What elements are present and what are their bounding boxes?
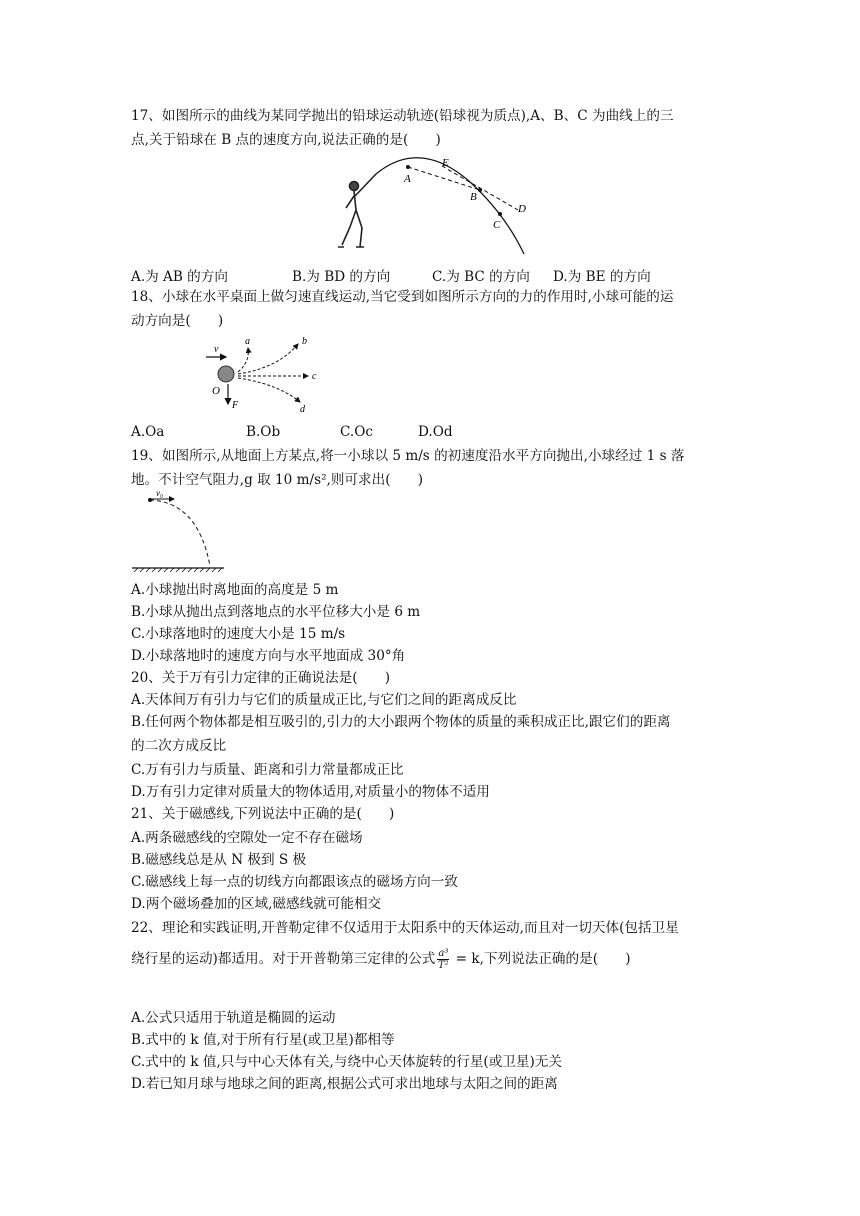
q22-stem-line2 [131, 948, 631, 971]
label-a: a [245, 336, 250, 347]
label-v: v [214, 344, 219, 355]
q19-option-b[interactable]: B.小球从抛出点到落地点的水平位移大小是 6 m [131, 604, 421, 620]
q21-option-d[interactable]: D.两个磁场叠加的区域,磁感线就可能相交 [131, 896, 382, 912]
label-F: F [232, 400, 239, 411]
q17-option-d[interactable]: D.为 BE 的方向 [553, 269, 651, 285]
q22-stem-line1: 22、理论和实践证明,开普勒定律不仅适用于太阳系中的天体运动,而且对一切天体(包括卫星 [131, 920, 679, 936]
q17-option-b[interactable]: B.为 BD 的方向 [292, 269, 391, 285]
fraction-numerator: a³ [438, 948, 449, 959]
q17-stem-line1: 17、如图所示的曲线为某同学抛出的铅球运动轨迹(铅球视为质点),A、B、C 为曲线上的三 [131, 108, 674, 124]
q21-option-b[interactable]: B.磁感线总是从 N 极到 S 极 [131, 852, 307, 868]
path-d [238, 378, 300, 402]
q22-option-d[interactable]: D.若已知月球与地球之间的距离,根据公式可求出地球与太阳之间的距离 [131, 1076, 558, 1092]
fraction-denominator: T² [438, 960, 449, 971]
q18-force-figure [198, 332, 328, 414]
q18-stem-line2: 动方向是( ) [131, 313, 224, 329]
q22-option-b[interactable]: B.式中的 k 值,对于所有行星(或卫星)都相等 [131, 1032, 395, 1048]
label-c: c [312, 371, 317, 382]
label-d: d [300, 404, 305, 414]
label-O: O [212, 385, 220, 397]
projectile-path [150, 500, 210, 566]
q20-option-c[interactable]: C.万有引力与质量、距离和引力常量都成正比 [131, 762, 404, 778]
q20-option-a[interactable]: A.天体间万有引力与它们的质量成正比,与它们之间的距离成反比 [131, 692, 517, 708]
ball [218, 366, 234, 382]
q22-option-a[interactable]: A.公式只适用于轨道是椭圆的运动 [131, 1010, 336, 1026]
q17-stem-line2: 点,关于铅球在 B 点的速度方向,说法正确的是( ) [131, 132, 441, 148]
kepler-fraction [437, 948, 449, 971]
q17-shot-put-figure [320, 152, 540, 260]
q19-option-c[interactable]: C.小球落地时的速度大小是 15 m/s [131, 626, 346, 642]
q19-option-d[interactable]: D.小球落地时的速度方向与水平地面成 30°角 [131, 648, 406, 664]
q22-stem-pre: 绕行星的运动)都适用。对于开普勒第三定律的公式 [131, 951, 436, 967]
q20-option-b[interactable]: B.任何两个物体都是相互吸引的,引力的大小跟两个物体的质量的乘积成正比,跟它们的距离 [131, 714, 671, 730]
q19-stem-line1: 19、如图所示,从地面上方某点,将一小球以 5 m/s 的初速度沿水平方向抛出,小球经过 1 s 落 [131, 448, 685, 464]
q17-option-a[interactable]: A.为 AB 的方向 [131, 269, 228, 285]
q18-option-a[interactable]: A.Oa [131, 424, 165, 440]
q18-option-b[interactable]: B.Ob [246, 424, 281, 440]
q21-option-a[interactable]: A.两条磁感线的空隙处一定不存在磁场 [131, 830, 363, 846]
path-a [238, 348, 248, 372]
q22-stem-post: = k,下列说法正确的是( ) [451, 951, 631, 967]
label-v0: v₀ [156, 488, 164, 498]
q21-stem: 21、关于磁感线,下列说法中正确的是( ) [131, 806, 395, 822]
label-E: E [442, 157, 449, 169]
q19-projectile-figure [128, 488, 228, 574]
q18-stem-line1: 18、小球在水平桌面上做匀速直线运动,当它受到如图所示方向的力的作用时,小球可能的运 [131, 289, 674, 305]
label-A: A [404, 173, 411, 185]
label-b: b [302, 336, 307, 347]
q20-option-b-cont: 的二次方成反比 [131, 738, 227, 754]
q17-option-c[interactable]: C.为 BC 的方向 [432, 269, 530, 285]
q18-option-c[interactable]: C.Oc [340, 424, 373, 440]
q22-option-c[interactable]: C.式中的 k 值,只与中心天体有关,与绕中心天体旋转的行星(或卫星)无关 [131, 1054, 562, 1070]
dashed-chord-ab [408, 167, 480, 190]
q20-stem: 20、关于万有引力定律的正确说法是( ) [131, 670, 390, 686]
trajectory-curve [376, 158, 524, 254]
q19-stem-line2: 地。不计空气阻力,g 取 10 m/s²,则可求出( ) [131, 472, 424, 488]
athlete-icon [338, 174, 376, 247]
label-C: C [493, 219, 501, 231]
q20-option-d[interactable]: D.万有引力定律对质量大的物体适用,对质量小的物体不适用 [131, 784, 490, 800]
q18-option-d[interactable]: D.Od [418, 424, 453, 440]
q21-option-c[interactable]: C.磁感线上每一点的切线方向都跟该点的磁场方向一致 [131, 874, 458, 890]
label-D: D [518, 203, 526, 215]
label-B: B [470, 191, 477, 203]
q19-option-a[interactable]: A.小球抛出时离地面的高度是 5 m [131, 582, 339, 598]
